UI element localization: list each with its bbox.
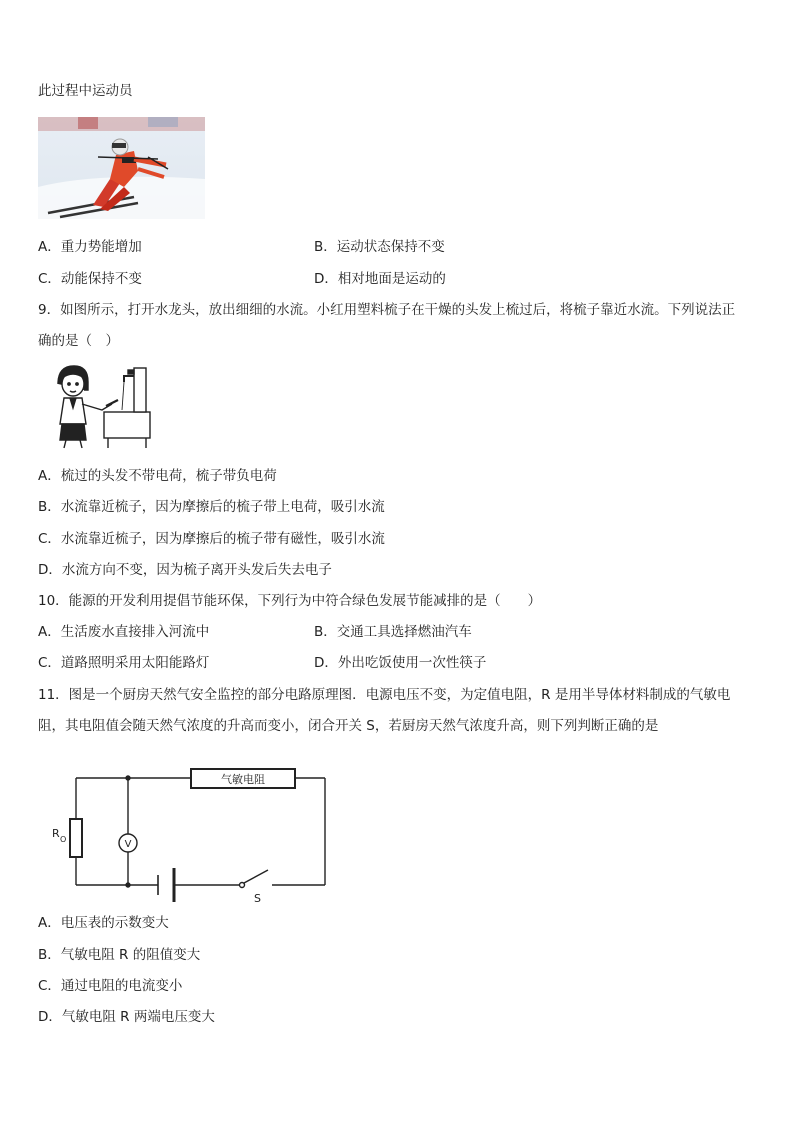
q10-option-a: A．生活废水直接排入河流中 (38, 624, 210, 640)
girl-faucet-figure (44, 362, 156, 450)
switch-lever (244, 870, 268, 883)
q9-option-a: A．梳过的头发不带电荷，梳子带负电荷 (38, 468, 277, 484)
q11-option-a: A．电压表的示数变大 (38, 915, 169, 931)
q9-stem-line2: 确的是（ ） (38, 333, 119, 349)
circuit-diagram (46, 762, 336, 908)
q11-option-d: D．气敏电阻 R 两端电压变大 (38, 1009, 215, 1025)
q10-option-d: D．外出吃饭使用一次性筷子 (314, 655, 487, 671)
q10-stem: 10．能源的开发利用提倡节能环保，下列行为中符合绿色发展节能减排的是（ ） (38, 593, 542, 609)
r0-label: R (52, 827, 60, 840)
sensor-resistor-label: 气敏电阻 (221, 773, 265, 786)
q9-option-b: B．水流靠近梳子，因为摩擦后的梳子带上电荷，吸引水流 (38, 499, 385, 515)
q11-option-c: C．通过电阻的电流变小 (38, 978, 183, 994)
voltmeter-label: V (124, 839, 132, 850)
q8-option-c: C．动能保持不变 (38, 271, 142, 287)
q11-option-b: B．气敏电阻 R 的阻值变大 (38, 947, 201, 963)
switch-pivot (240, 883, 245, 888)
r0-resistor (70, 819, 82, 857)
q9-stem-line1: 9．如图所示，打开水龙头，放出细细的水流。小红用塑料梳子在干燥的头发上梳过后，将梳子靠近水流。下列说法正 (38, 302, 736, 318)
q9-option-d: D．水流方向不变，因为梳子离开头发后失去电子 (38, 562, 332, 578)
q11-stem-line2: 阻，其电阻值会随天然气浓度的升高而变小，闭合开关 S，若厨房天然气浓度升高，则下列判断正确的是 (38, 718, 659, 734)
r0-subscript: O (60, 835, 67, 844)
q9-option-c: C．水流靠近梳子，因为摩擦后的梳子带有磁性，吸引水流 (38, 531, 385, 547)
q8-option-d: D．相对地面是运动的 (314, 271, 446, 287)
q11-stem-line1: 11．图是一个厨房天然气安全监控的部分电路原理图．电源电压不变，为定值电阻，R 是用半导体材料制成的气敏电 (38, 687, 731, 703)
q8-option-a: A．重力势能增加 (38, 239, 142, 255)
switch-label: S (254, 892, 261, 905)
q8-option-b: B．运动状态保持不变 (314, 239, 445, 255)
q10-option-b: B．交通工具选择燃油汽车 (314, 624, 472, 640)
skier-image (38, 117, 205, 219)
intro-text: 此过程中运动员 (38, 83, 133, 99)
q10-option-c: C．道路照明采用太阳能路灯 (38, 655, 210, 671)
